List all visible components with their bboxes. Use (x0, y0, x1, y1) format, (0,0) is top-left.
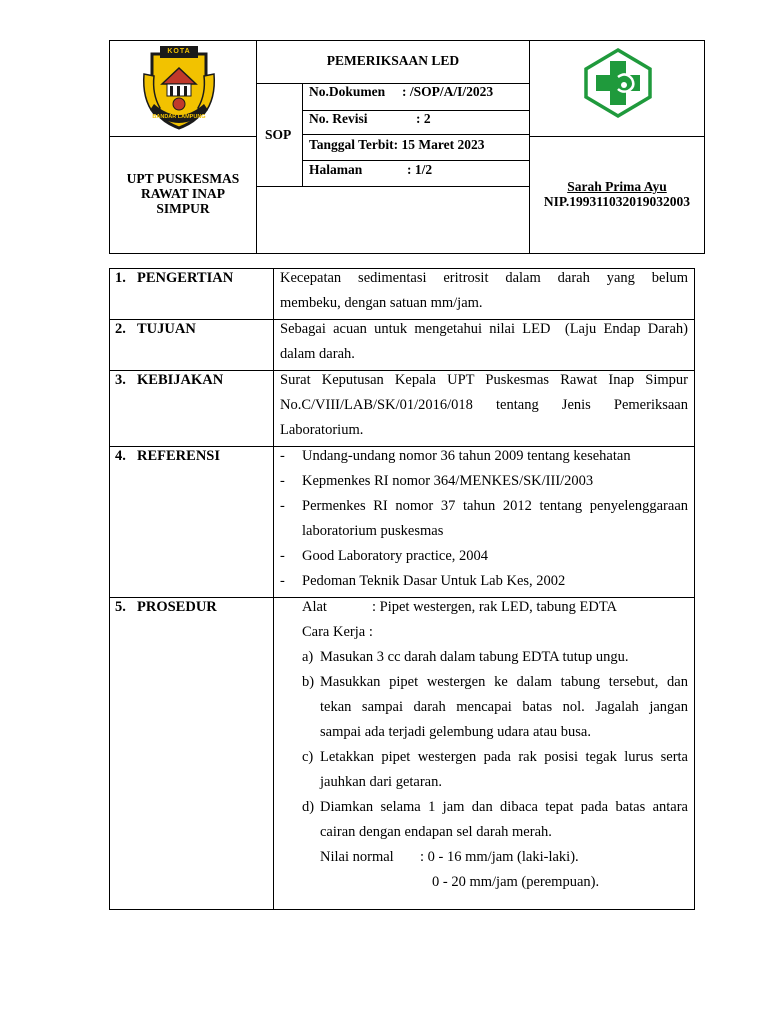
section-1-line-1: Kecepatan sedimentasi eritrosit dalam darah yang belum (280, 270, 688, 286)
reference-item-5: Pedoman Teknik Dasar Untuk Lab Kes, 2002 (302, 573, 566, 589)
institution-line-1: UPT PUSKESMAS (126, 171, 240, 186)
step-letter: d) (302, 799, 315, 815)
section-2-line-2: dalam darah. (280, 346, 355, 362)
doc-number-value: : /SOP/A/I/2023 (402, 84, 494, 99)
section-2-number: 2. (115, 321, 126, 337)
normal-value-male: : 0 - 16 mm/jam (laki-laki). (420, 849, 579, 865)
section-2-line-1: Sebagai acuan untuk mengetahui nilai LED (Laju Endap Darah) (280, 321, 688, 337)
section-1-title: PENGERTIAN (137, 270, 234, 286)
step-b-line-3: sampai ada terjadi gelembung udara atau busa. (320, 724, 591, 740)
step-c-line-1: Letakkan pipet westergen pada rak posisi tegak lurus serta (320, 749, 688, 765)
section-4-number: 4. (115, 448, 126, 464)
section-2-title: TUJUAN (137, 321, 196, 337)
kota-bandar-lampung-logo (140, 44, 218, 132)
revision-value: : 2 (416, 111, 431, 126)
step-d-line-2: cairan dengan endapan sel darah merah. (320, 824, 552, 840)
signer-nip: NIP.199311032019032003 (543, 194, 691, 209)
section-4-title: REFERENSI (137, 448, 220, 464)
reference-item-2: Kepmenkes RI nomor 364/MENKES/SK/III/2003 (302, 473, 594, 489)
reference-item-1: Undang-undang nomor 36 tahun 2009 tentang kesehatan (302, 448, 631, 464)
document-title: PEMERIKSAAN LED (326, 53, 460, 68)
institution-line-2: RAWAT INAP (141, 186, 225, 201)
institution-line-3: SIMPUR (156, 201, 210, 216)
section-1-number: 1. (115, 270, 126, 286)
puskesmas-cross-logo-icon (582, 47, 654, 119)
section-3-line-1: Surat Keputusan Kepala UPT Puskesmas Rawat Inap Simpur (280, 372, 688, 388)
reference-item-4: Good Laboratory practice, 2004 (302, 548, 489, 564)
alat-label: Alat (302, 599, 327, 615)
page-label: Halaman (309, 162, 363, 177)
step-b-line-1: Masukkan pipet westergen ke dalam tabung tersebut, dan (320, 674, 688, 690)
reference-dash: - (280, 473, 285, 489)
reference-dash: - (280, 498, 285, 514)
signer-name: Sarah Prima Ayu (567, 179, 667, 194)
section-3-line-2: No.C/VIII/LAB/SK/01/2016/018 tentang Jenis Pemeriksaan (280, 397, 688, 413)
step-b-line-2: tekan sampai darah mencapai batas nol. Jagalah jangan (320, 699, 688, 715)
logo-bottom-text: BANDAR LAMPUNG (152, 114, 206, 120)
step-a-line-1: Masukan 3 cc darah dalam tabung EDTA tutup ungu. (320, 649, 629, 665)
issue-date: Tanggal Terbit: 15 Maret 2023 (309, 137, 485, 152)
section-3-number: 3. (115, 372, 126, 388)
section-3-title: KEBIJAKAN (137, 372, 224, 388)
page-value: : 1/2 (407, 162, 433, 177)
reference-dash: - (280, 573, 285, 589)
step-letter: b) (302, 674, 315, 690)
section-5-title: PROSEDUR (137, 599, 217, 615)
normal-value-female: 0 - 20 mm/jam (perempuan). (432, 874, 600, 890)
revision-label: No. Revisi (309, 111, 368, 126)
section-5-number: 5. (115, 599, 126, 615)
step-letter: c) (302, 749, 314, 765)
reference-dash: - (280, 448, 285, 464)
cara-kerja-label: Cara Kerja : (302, 624, 373, 640)
institution-name (110, 171, 256, 216)
alat-value: : Pipet westergen, rak LED, tabung EDTA (372, 599, 618, 615)
reference-dash: - (280, 548, 285, 564)
sop-label: SOP (265, 127, 292, 142)
reference-item-3-line-1: Permenkes RI nomor 37 tahun 2012 tentang penyelenggaraan (302, 498, 688, 514)
section-1-line-2: membeku, dengan satuan mm/jam. (280, 295, 483, 311)
puskesmas-logo (582, 47, 654, 119)
step-d-line-1: Diamkan selama 1 jam dan dibaca tepat pada batas antara (320, 799, 688, 815)
logo-top-text: KOTA (167, 48, 191, 55)
reference-item-3-line-2: laboratorium puskesmas (302, 523, 444, 539)
doc-number-label: No.Dokumen (309, 84, 386, 99)
section-3-line-3: Laboratorium. (280, 422, 364, 438)
step-c-line-2: jauhkan dari getaran. (320, 774, 442, 790)
normal-value-label: Nilai normal (320, 849, 394, 865)
step-letter: a) (302, 649, 314, 665)
